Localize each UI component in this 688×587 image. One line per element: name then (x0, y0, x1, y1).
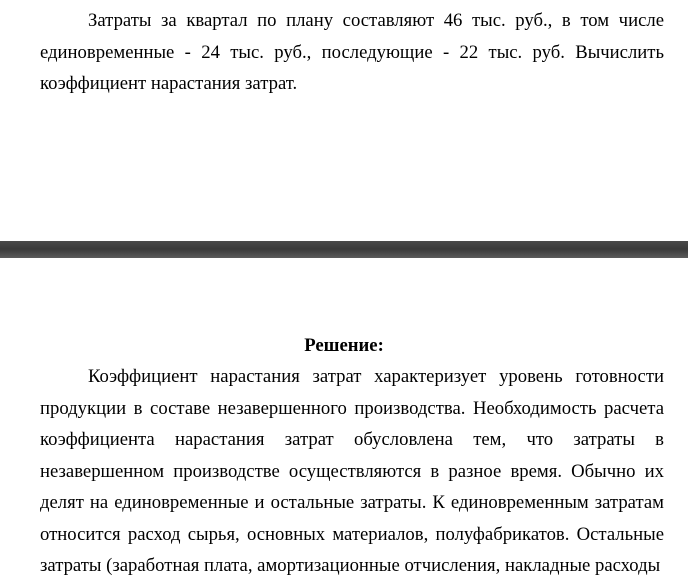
document-page-bottom (0, 258, 688, 587)
solution-paragraph: Коэффициент нарастания затрат характеризует уровень готовности продукции в составе незавершенного производства. Необходимость расчета коэффициента нарастания затрат обусловлена тем, что затраты в незавершенном производстве осуществляются в разное время. Обычно их делят на единовременные и остальные затраты. К единовременным затратам относится расход сырья, основных материалов, полуфабрикатов. Остальные затраты (заработная плата, амортизационные отчисления, накладные расходы (40, 366, 664, 576)
document-page-top (0, 0, 688, 241)
problem-statement: Затраты за квартал по плану составляют 46 тыс. руб., в том числе единовременные - 24 тыс. руб., последующие - 22 тыс. руб. Вычислить коэффициент нарастания затрат. (40, 10, 664, 94)
solution-heading: Решение: (304, 335, 384, 356)
page-break-divider (0, 241, 688, 258)
